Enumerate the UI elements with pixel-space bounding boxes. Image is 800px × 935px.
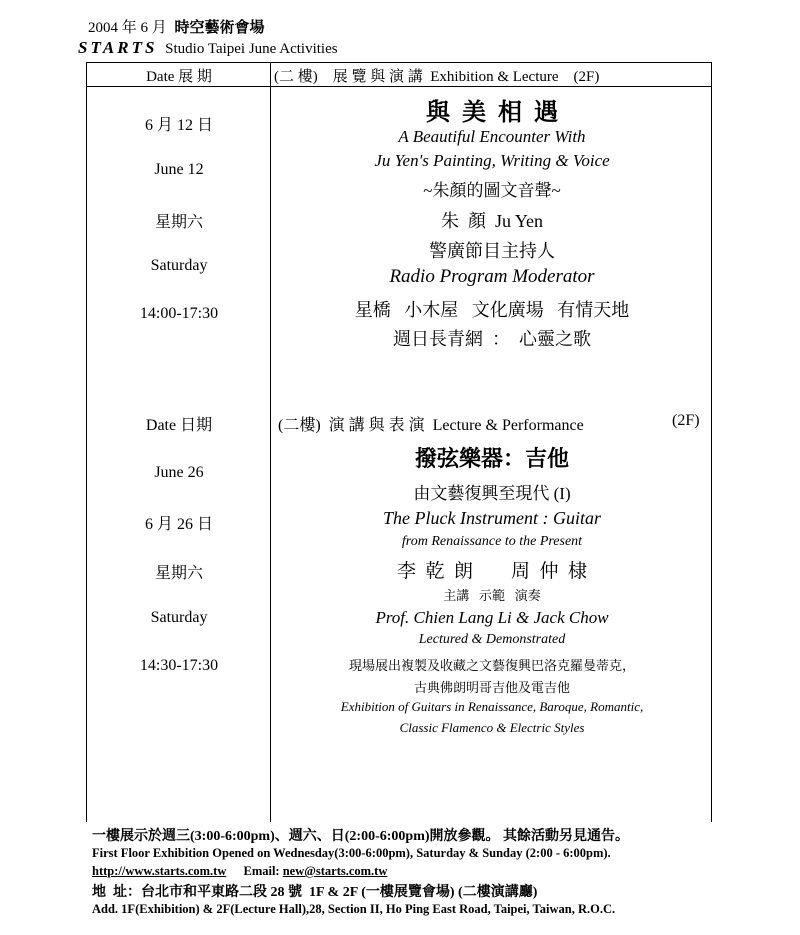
event1-role-zh: 警廣節目主持人 bbox=[429, 241, 555, 261]
table-left-border bbox=[86, 62, 87, 822]
event2-exhibit-en-2: Classic Flamenco & Electric Styles bbox=[399, 720, 585, 735]
event2-subtitle-en: from Renaissance to the Present bbox=[401, 534, 583, 549]
event2-title-en: The Pluck Instrument : Guitar bbox=[383, 508, 601, 528]
table-header-divider bbox=[86, 86, 712, 87]
event2-weekday-zh: 星期六 bbox=[154, 565, 203, 582]
venue-name: 時空藝術會場 bbox=[174, 20, 265, 36]
page-subtitle: Studio Taipei June Activities bbox=[165, 41, 338, 57]
footer-hours-en: First Floor Exhibition Opened on Wednesday(3:00-6:00pm), Saturday & Sunday (2:00 - 6:00pm). bbox=[92, 846, 611, 860]
event2-subtitle-zh: 由文藝復興至現代 (I) bbox=[413, 484, 571, 503]
event2-exhibit-zh-2: 古典佛朗明哥吉他及電吉他 bbox=[413, 680, 570, 695]
event1-weekday-zh: 星期六 bbox=[154, 214, 203, 231]
event1-time: 14:00-17:30 bbox=[139, 305, 219, 322]
event1-role-en: Radio Program Moderator bbox=[389, 266, 595, 287]
starts-logo: STARTS bbox=[78, 38, 158, 57]
event2-weekday-en: Saturday bbox=[150, 609, 208, 626]
event2-date-label: Date 日期 bbox=[145, 417, 213, 434]
event2-heading-floor: (2F) bbox=[672, 412, 700, 429]
header-logo-line bbox=[78, 38, 338, 58]
header-year-month bbox=[88, 16, 265, 37]
footer-contact bbox=[92, 864, 387, 879]
event2-presenters-zh: 李 乾 朗 周 仲 棣 bbox=[396, 561, 587, 582]
event1-title-en-2: Ju Yen's Painting, Writing & Voice bbox=[374, 151, 610, 170]
event2-date-en: June 26 bbox=[154, 464, 204, 481]
table-header-date: Date 展 期 bbox=[146, 69, 212, 85]
footer-address-en: Add. 1F(Exhibition) & 2F(Lecture Hall),28, Section II, Ho Ping East Road, Taipei, Taiwan, R.O.C. bbox=[92, 902, 616, 916]
footer-address-zh: 地 址：台北市和平東路二段 28 號 1F & 2F (一樓展覽會場) (二樓演講廳) bbox=[92, 885, 538, 900]
footer-hours-zh: 一樓展示於週三(3:00-6:00pm)、週六、日(2:00-6:00pm)開放參觀。 其餘活動另見通告。 bbox=[92, 829, 630, 844]
event1-programs: 星橋 小木屋 文化廣場 有情天地 bbox=[354, 300, 630, 320]
table-header-event: (二 樓) 展 覽 與 演 講 Exhibition & Lecture (2F) bbox=[274, 69, 600, 85]
website-link[interactable]: http://www.starts.com.tw bbox=[92, 864, 227, 878]
event1-date-en: June 12 bbox=[154, 161, 204, 178]
event1-title-en-1: A Beautiful Encounter With bbox=[398, 127, 586, 146]
event1-subtitle-zh: ~朱顏的圖文音聲~ bbox=[423, 181, 561, 200]
event2-presenters-en: Prof. Chien Lang Li & Jack Chow bbox=[375, 608, 609, 627]
event1-date-zh: 6 月 12 日 bbox=[144, 117, 213, 134]
event2-time: 14:30-17:30 bbox=[139, 657, 219, 674]
event1-presenter: 朱 顏 Ju Yen bbox=[440, 211, 544, 231]
event1-weekday-en: Saturday bbox=[150, 257, 208, 274]
event2-title-zh: 撥弦樂器：吉他 bbox=[414, 446, 569, 471]
email-label: Email: bbox=[243, 864, 280, 878]
event1-title-zh: 與 美 相 遇 bbox=[426, 100, 558, 126]
event2-date-zh: 6 月 26 日 bbox=[144, 516, 213, 533]
event2-exhibit-en-1: Exhibition of Guitars in Renaissance, Baroque, Romantic, bbox=[340, 699, 644, 714]
table-middle-divider bbox=[270, 62, 271, 822]
event2-roles-en: Lectured & Demonstrated bbox=[418, 632, 566, 647]
event2-heading: (二樓) 演 講 與 表 演 Lecture & Performance bbox=[278, 417, 584, 434]
year-month: 2004 年 6 月 bbox=[88, 20, 167, 36]
event1-program-sunday: 週日長青網 ： 心靈之歌 bbox=[393, 329, 591, 349]
event2-exhibit-zh-1: 現場展出複製及收藏之文藝復興巴洛克羅曼蒂克， bbox=[348, 658, 635, 673]
table-top-border bbox=[86, 62, 712, 63]
email-link[interactable]: new@starts.com.tw bbox=[282, 864, 388, 878]
event2-roles-zh: 主講 示範 演奏 bbox=[443, 588, 541, 603]
